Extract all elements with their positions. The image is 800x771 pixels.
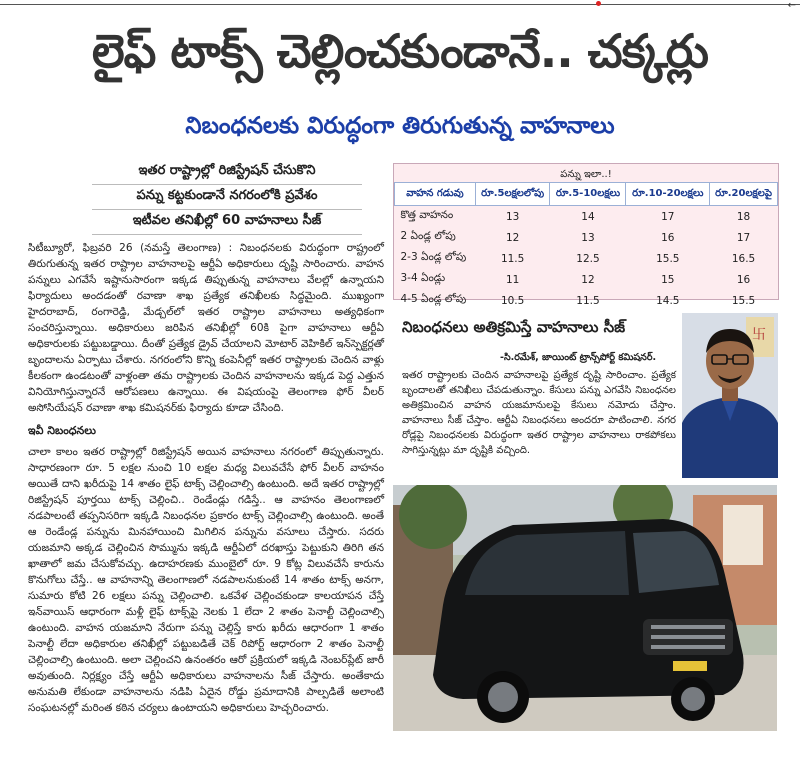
- table-cell: 14: [581, 210, 595, 223]
- table-cell: 2-3 ఏండ్ల లోపు: [400, 251, 467, 263]
- table-cell: 11: [505, 273, 520, 286]
- table-header-row: [395, 183, 778, 206]
- table-cell: కొత్త వాహనం: [400, 209, 454, 221]
- portrait-photo: [682, 313, 778, 478]
- table-cell: 14.5: [656, 294, 680, 307]
- deck-line: ఇటీవల తనిఖీల్లో 60 వాహనాలు సీజ్: [92, 210, 362, 235]
- article-body: [28, 240, 384, 420]
- body-paragraph: సిటీబ్యూరో, ఫిబ్రవరి 26 (నమస్తే తెలంగాణ) : నిబంధనలకు విరుద్ధంగా రాష్ట్రంలో తిరుగుతున్న ఇతర రాష్ట్రాల వాహనాలపై ఆర్టీఏ అధికారులు దృష్టి సారించారు. వాహన పన్నులు ఎగవేసే ఇష్టానుసారంగా ఇక్కడ తిప్పుతున్న వాహనాలు వేలల్లో ఉన్నాయని ఫిర్యాదులు అందడంతో రవాణా శాఖ ప్రత్యేక తనిఖీలకు సిద్ధమైంది. ముఖ్యంగా హైదరాబాద్, రంగారెడ్డి, మేడ్చల్‌లో ఇతర రాష్ట్రాల వాహనాలు అత్యధికంగా సంచరిస్తున్నాయి. అధికారులు జరిపిన తనిఖీల్లో 60కి పైగా వాహనాలు ఆర్టీఏ అధికారులకు పట్టుబడ్డాయి. దీంతో ప్రత్యేక డ్రైవ్ చేయాలని మోటార్ వెహికిల్ ఇన్‌స్పెక్టర్లతో బృందాలను ఏర్పాటు చేశారు. నగరంలోని కొన్ని కంపెనీల్లో ఇతర రాష్ట్రాలకు చెందిన వాళ్లు కీలకంగా ఉండటంతో వాళ్లంతా తమ రాష్ట్రాలకు చెందిన వాహనాలను ఇక్కడ పెద్ద ఎత్తున వినియోగిస్తున్నారనే ఆరోపణలు ఉన్నాయి. ఈ విషయంపై తెలంగాణ ఫోర్ వీలర్ అసోసియేషన్ రవాణా శాఖ కమిషనర్‌కు ఫిర్యాదు కూడా చేసింది.: [28, 242, 384, 414]
- tax-table: [394, 182, 778, 311]
- red-dot-marker: [596, 1, 601, 6]
- table-cell: 12.5: [576, 252, 600, 265]
- table-cell: 17: [736, 231, 751, 244]
- table-header: వాహన గడువు: [395, 183, 476, 206]
- table-cell: 15.5: [731, 294, 756, 307]
- car-photo: [393, 485, 777, 731]
- deck-box: [92, 160, 362, 235]
- table-cell: 15.5: [656, 252, 680, 265]
- tax-table-caption: పన్ను ఇలా..!: [560, 169, 612, 180]
- table-row: [395, 290, 778, 311]
- table-cell: 12: [581, 273, 595, 286]
- table-cell: 4-5 ఏండ్ల లోపు: [400, 293, 467, 305]
- table-header: రూ.5లక్షలలోపు: [475, 183, 550, 206]
- table-cell: 15: [661, 273, 675, 286]
- side-body: ఇతర రాష్ట్రాలకు చెందిన వాహనాలపై ప్రత్యేక దృష్టి సారించాం. ప్రత్యేక బృందాలతో తనిఖీలు చేపడుతున్నాం. కేసులు పన్ను ఎగవేసి నిబంధనల అతిక్రమించిన వాహన యజమానులపై కేసులు నమోదు చేస్తాం. వాహనాలు సీజ్ చేస్తాం. ఆర్టీఏ నిబంధనలు అందరూ పాటించాలి. నగర రోడ్లపై నిబంధనలకు విరుద్ధంగా ఇతర రాష్ట్రాల వాహనాలు రాకపోకలు సాగిస్తున్నట్లు మా దృష్టికి వచ్చింది.: [402, 370, 676, 456]
- section-body: చాలా కాలం ఇతర రాష్ట్రాల్లో రిజిస్ట్రేషన్ అయిన వాహనాలు నగరంలో తిప్పుతున్నారు. సాధారణంగా రూ. 5 లక్షల నుంచి 10 లక్షల మధ్య విలువచేసే ఫోర్ వీలర్ వాహనం అయితే దాని ఖరీదుపై 14 శాతం లైఫ్ టాక్స్ చెల్లించాల్సి ఉంటుంది. అదే ఇతర రాష్ట్రాల్లో రిజిస్ట్రేషన్ పూర్తయి టాక్స్ చెల్లించి.. రెండేండ్లు గడిస్తే.. ఆ వాహనం తెలంగాణలో నడపాలంటే తప్పనిసరిగా ఇక్కడి నిబంధనల ప్రకారం టాక్స్ చెల్లించాల్సి ఉంటుంది. అంతే ఆ రెండేండ్ల పన్నును మినహాయించి మిగిలిన పన్నును వసూలు చేస్తారు. సదరు యజమాని అక్కడ చెల్లించిన సొమ్మును ఇక్కడి ఆర్టీఏలో దరఖాస్తు పెట్టుకుని తిరిగి తన ఖాతాలో జమ చేసుకోవచ్చు. ఉదాహరణకు ముంబైలో రూ. 9 కోట్ల విలువచేసే కారును కొనుగోలు చేస్తే.. ఆ వాహనాన్ని తెలంగాణలో నడపాలనుకుంటే 14 శాతం టాక్స్ అనగా, సుమారు కోటి 26 లక్షలు పన్ను చెల్లించాలి. ఒకవేళ చెల్లించకుండా కాలయాపన చేస్తే ఇన్‌వాయిస్ ఆధారంగా మళ్లీ లైఫ్ టాక్స్‌పై నెలకు 1 లేదా 2 శాతం పెనాల్టీ చెల్లించాల్సి ఉంటుంది. వాహన యజమాని నేరుగా పన్ను చెల్లిస్తే కారు ఖరీదు ఆధారంగా 1 శాతం పెనాల్టీ లేదా అధికారుల తనిఖీల్లో పట్టుబడితే చెక్ రిపోర్ట్ ఆధారంగా 2 శాతం పెనాల్టీ చెల్లించాల్సి ఉంటుంది. అలా చెల్లించని ఉనంతరం ఆరో ప్రక్రియలో ఇక్కడి నెంబర్‌ప్లేట్ జారీ అవుతుంది. నిర్లక్ష్యం చేస్తే ఆర్టీఏ అధికారులు వాహనాలను సీజ్ చేస్తారు. అంతేకాదు అనుమతి లేకుండా వాహనాలను నడిపి ఏదైన రోడ్డు ప్రమాదానికి పాల్పడితే అలాంటి సంఘటనల్లో మరింత కఠిన చర్యలు ఉంటాయని అధికారులు హెచ్చరించారు.: [28, 446, 384, 714]
- table-cell: 16: [736, 273, 751, 286]
- table-cell: 17: [661, 210, 675, 223]
- deck-line: ఇతర రాష్ట్రాల్లో రిజిస్ట్రేషన్ చేసుకొని: [92, 160, 362, 185]
- table-cell: 2 ఏండ్ల లోపు: [400, 230, 456, 242]
- table-row: [395, 248, 778, 269]
- portrait-illustration: [682, 313, 778, 478]
- table-row: [395, 206, 778, 228]
- table-row: [395, 227, 778, 248]
- table-header: రూ.5-10లక్షలు: [550, 183, 626, 206]
- car-illustration: [393, 485, 777, 731]
- section-heading: ఇవీ నిబంధనలు: [28, 424, 96, 437]
- page-top-rule: [0, 4, 800, 5]
- side-heading: నిబంధనలు అతిక్రమిస్తే వాహనాలు సీజ్: [402, 318, 626, 336]
- table-cell: 13: [505, 210, 520, 223]
- table-header: రూ.20లక్షలపై: [710, 183, 778, 206]
- tax-table-box: [393, 163, 779, 307]
- table-header: రూ.10-20లక్షలు: [626, 183, 710, 206]
- deck-line: పన్ను కట్టకుండానే నగరంలోకి ప్రవేశం: [92, 185, 362, 210]
- table-cell: 3-4 ఏండ్లు: [400, 272, 446, 284]
- table-cell: 10.5: [500, 294, 525, 307]
- table-cell: 11.5: [576, 294, 600, 307]
- table-cell: 18: [736, 210, 751, 223]
- byline: -సి.రమేశ్, జాయింట్ ట్రాన్స్‌పోర్ట్ కమిషనర్.: [500, 352, 657, 363]
- table-cell: 13: [581, 231, 595, 244]
- page-title: లైఫ్ టాక్స్ చెల్లించకుండానే.. చక్కర్లు: [92, 24, 708, 78]
- svg-text:卐: 卐: [752, 327, 766, 343]
- table-cell: 16: [661, 231, 675, 244]
- arrow-left-icon: ←: [787, 0, 796, 11]
- table-cell: 11.5: [500, 252, 525, 265]
- subtitle: నిబంధనలకు విరుద్ధంగా తిరుగుతున్న వాహనాలు: [185, 113, 615, 139]
- table-cell: 16.5: [731, 252, 756, 265]
- table-row: [395, 269, 778, 290]
- table-cell: 12: [505, 231, 520, 244]
